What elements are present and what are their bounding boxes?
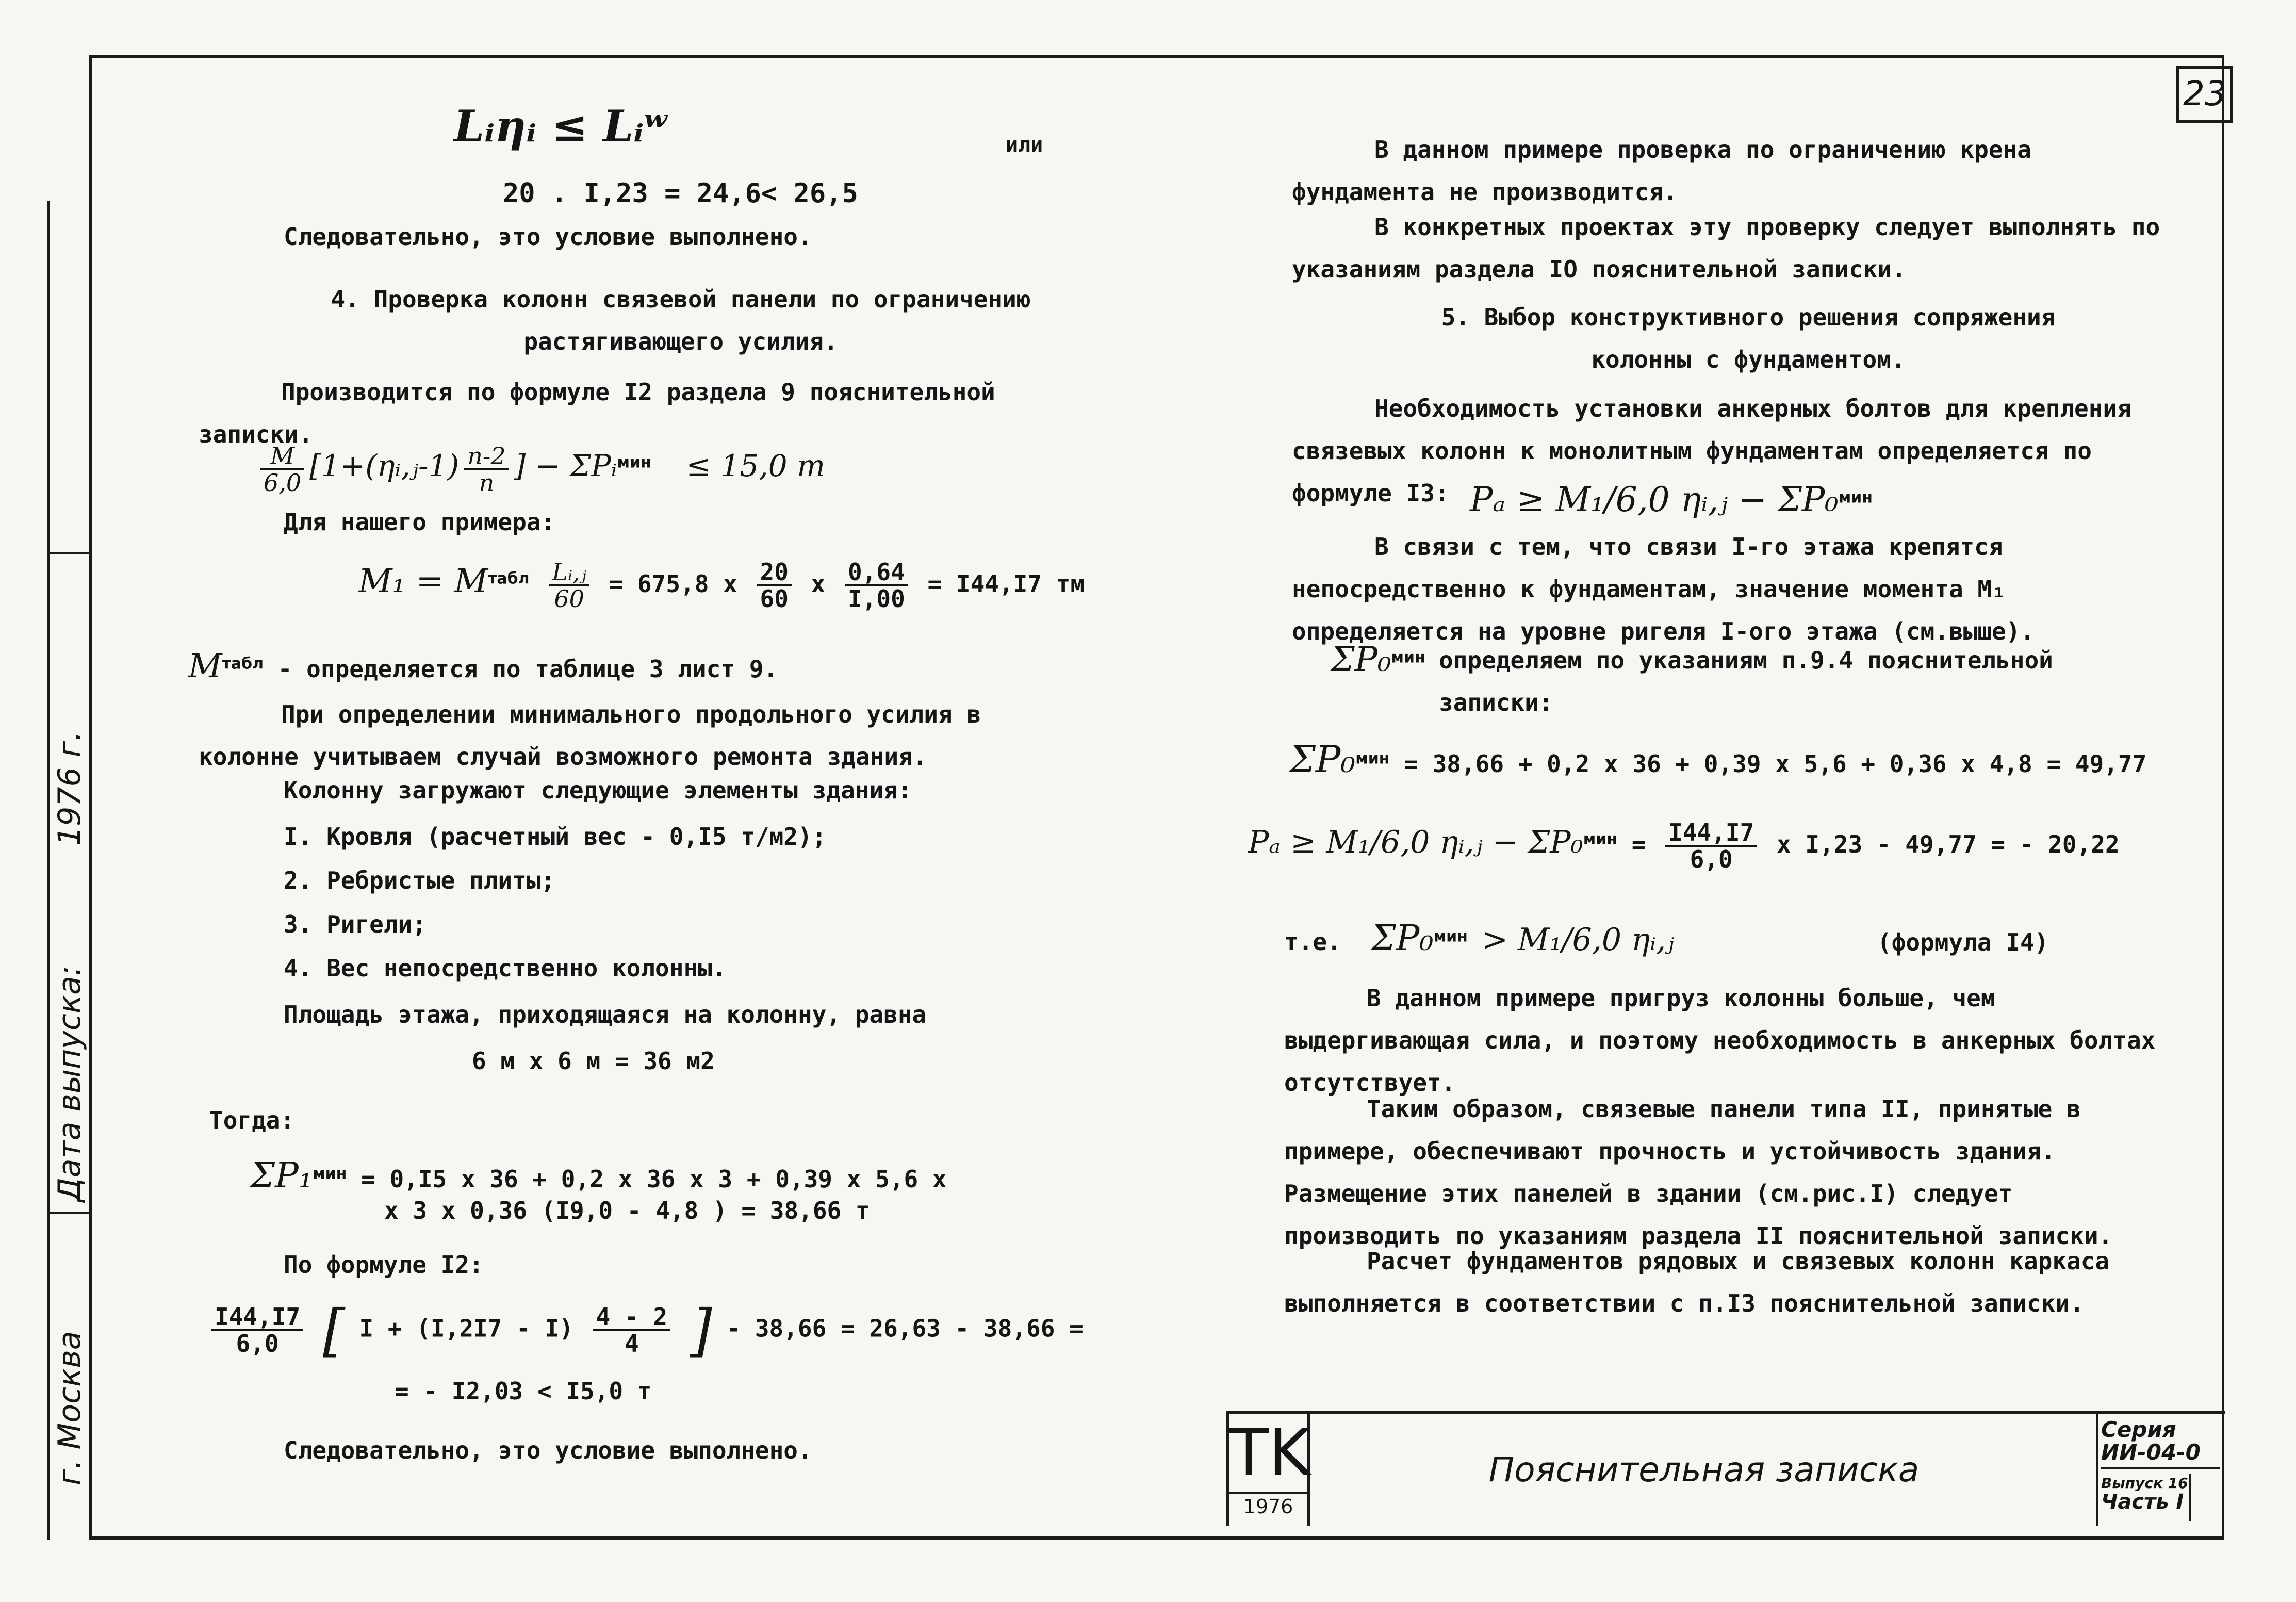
calc-formula: $\frac{I44,I7}{6,0}$ [ I + (I,2I7 - I) $\frac{4 - 2}{4}$ ] - 38,66 = 26,63 - 38,66 = (206, 1297, 1084, 1363)
line-20: 20 . I,23 = 24,6< 26,5 (503, 178, 858, 209)
conclusion-1: Следовательно, это условие выполнено. (284, 223, 812, 251)
list-item: 4. Вес непосредственно колонны. (284, 954, 727, 982)
para-formula-12: Производится по формуле I2 раздела 9 пояснительной записки. (199, 378, 995, 448)
para-1: В данном примере проверка по ограничению крена фундамента не производится. (1292, 136, 2031, 206)
formula-top: Lᵢηᵢ ≤ Lᵢʷ (454, 101, 667, 152)
issue-date-label: Дата выпуска: (52, 965, 88, 1202)
para-2: В конкретных проектах эту проверку следует выполнять по указаниям раздела IO пояснительной записки. (1292, 213, 2160, 283)
m1-formula: $M_1 = M^{табл}$ $\frac{\text{Lᵢ,ⱼ}}{60}$ = 675,8 x $\frac{20}{60}$ x $\frac{0,64}{I,00}$ = I44,I7 тм (358, 558, 1085, 613)
series-cell (2101, 1418, 2220, 1469)
tk-cell (1229, 1414, 1310, 1526)
formula-14-label: (формула I4) (1877, 928, 2049, 956)
area-value: 6 м x 6 м = 36 м2 (472, 1047, 715, 1075)
document-title: Пояснительная записка (1312, 1414, 2098, 1526)
para-4: В связи с тем, что связи I-го этажа крепятся непосредственно к фундаментам, значение момента M₁ определяется на уровне ригеля I-ого этажа (см.выше). (1292, 533, 2035, 645)
formula-13: Pₐ ≥ M₁/6,0 ηᵢ,ⱼ − ΣP₀$^{мин}$ (1470, 480, 1873, 519)
issue-year: 1976 г. (52, 731, 88, 846)
for-example-label: Для нашего примера: (284, 508, 555, 536)
conclusion-2: Следовательно, это условие выполнено. (284, 1436, 812, 1464)
list-item: I. Кровля (расчетный вес - 0,I5 т/м2); (284, 823, 827, 851)
para-7: Расчет фундаментов рядовых и связевых колонн каркаса выполняется в соответствии с п.I3 пояснительной записки. (1284, 1247, 2110, 1317)
pa-formula: Pₐ ≥ M₁/6,0 ηᵢ,ⱼ − ΣP₀$^{мин}$ = $\frac{I44,I7}{6,0}$ x I,23 - 49,77 = - 20,22 (1248, 819, 2120, 874)
by-formula-label: По формуле I2: (284, 1251, 484, 1279)
issue-label: Выпуск 16 (2101, 1475, 2188, 1492)
formula-main: $\frac{M}{6,0}$ [1+(ηᵢ,ⱼ-1) $\frac{n-2}{n}$ ] − ΣPᵢ$^{мин}$ ≤ 15,0 т (255, 444, 825, 496)
series-label: Серия (2101, 1417, 2176, 1442)
sum-formula: ΣP₁$^{мин}$ = 0,I5 x 36 + 0,2 x 36 x 3 + 0,39 x 5,6 x (250, 1155, 947, 1196)
te-formula: т.е. ΣP₀$^{мин}$ > M₁/6,0 ηᵢ,ⱼ (1284, 918, 1675, 959)
issue-cell (2101, 1474, 2191, 1521)
then-label: Тогда: (209, 1106, 295, 1134)
heading-5: 5. Выбор конструктивного решения сопряжения колонны с фундаментом. (1441, 303, 2056, 373)
para-5: В данном примере пригруз колонны больше, чем выдергивающая сила, и поэтому необходимость в анкерных болтах отсутствует. (1284, 984, 2156, 1097)
ili-label: или (1006, 133, 1043, 157)
series-code: ИИ-04-0 (2101, 1440, 2201, 1465)
calc-result: = - I2,03 < I5,0 т (395, 1377, 652, 1405)
sum-def-text: определяем по указаниям п.9.4 пояснительной записки: (1439, 646, 2053, 716)
sum-calc: ΣP₀$^{мин}$ = 38,66 + 0,2 x 36 + 0,39 x 5,6 + 0,36 x 4,8 = 49,77 (1289, 738, 2147, 781)
tk-label: TK (1229, 1416, 1311, 1490)
para-min-force: При определении минимального продольного усилия в колонне учитываем случай возможного ремонта здания. (199, 700, 981, 771)
list-item: 2. Ребристые плиты; (284, 867, 555, 894)
para-3: Необходимость установки анкерных болтов для крепления связевых колонн к монолитным фундаментам определяется по формуле I3: (1292, 395, 2131, 507)
m-tabl-note: $M^{табл}$ - определяется по таблице 3 лист 9. (188, 647, 778, 685)
heading-4: 4. Проверка колонн связевой панели по ограничению растягивающего усилия. (331, 285, 1031, 355)
para-6: Таким образом, связевые панели типа II, принятые в примере, обеспечивают прочность и устойчивость здания. Размещение этих панелей в здании (см.рис.I) следует производить по указаниям раздела II пояснительной записки. (1284, 1095, 2113, 1250)
sum-formula-cont: x 3 x 0,36 (I9,0 - 4,8 ) = 38,66 т (384, 1197, 870, 1224)
para-loads: Колонну загружают следующие элементы здания: (284, 776, 912, 804)
sum-def: ΣP₀$^{мин}$ (1331, 640, 1425, 679)
part-label: Часть I (2101, 1490, 2184, 1514)
list-item: 3. Ригели; (284, 910, 427, 938)
title-block (1226, 1411, 2225, 1526)
para-area: Площадь этажа, приходящаяся на колонну, равна (284, 1001, 927, 1028)
tk-year: 1976 (1229, 1492, 1307, 1519)
city-label: г. Москва (52, 1331, 88, 1485)
page-number: 23 (2176, 66, 2233, 123)
